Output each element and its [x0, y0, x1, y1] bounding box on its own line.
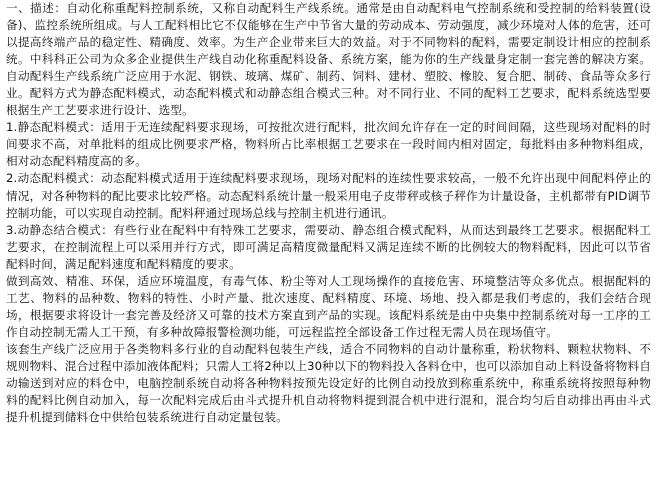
combined-mode-paragraph: 3.动静态结合模式：有些行业在配料中有特殊工艺要求，需要动、静态组合模式配料，从而达到最终工艺要求。根据配料工艺要求，在控制流程上可以采用并行方式，即可满足高精度微量配料又满足连续不断的比例较大的物料配料，因此可以节省配料时间，满足配料速度和配料精度的要求。 — [6, 222, 651, 271]
application-paragraph: 该套生产线广泛应用于各类物料多行业的自动配料包装生产线，适合不同物料的自动计量称重，粉状物料、颗粒状物料、不规则物料、混合过程中添加液体配料；只需人工将2种以上30种以下的物料投入各料仓中，也可以添加自动上料设备将物料自动输送到对应的料仓中，电脑控制系统自动将各种物料按预先设定好的比例自动投放到称重系统中，称重系统将按照每种物料的配料比例自动加入，每一次配料完成后由斗式提升机自动将物料提到混合机中进行混和，混合均匀后自动排出再由斗式提升机提到储料仓中供给包装系统进行自动定量包装。 — [6, 341, 652, 425]
advantages-paragraph: 做到高效、精准、环保，适应环境温度，有毒气体、粉尘等对人工现场操作的直接危害、环境整洁等众多优点。根据配料的工艺、物料的品种数、物料的特性、小时产量、批次速度、配料精度、环境、场地、投入都是我们考虑的，我们会结合现场，根据要求将设计一套完善及经济又可靠的技术方案直到产品的实现。该配料系统是由中央集中控制系统对每一工序的工作自动控制无需人工干预，有多种故障报警检测功能，可远程监控全部设备工作过程无需人员在现场值守。 — [6, 273, 651, 339]
static-mode-paragraph: 1.静态配料模式：适用于无连续配料要求现场，可按批次进行配料，批次间允许存在一定的时间间隔，这些现场对配料的时间要求不高，对单批料的组成比例要求严格，物料所占比率根据工艺要求在一段时间内相对固定，每批料由多种物料组成，相对动态配料精度高的多。 — [6, 120, 651, 169]
intro-paragraph: 一、描述：自动化称重配料控制系统，又称自动配料生产线系统。通常是由自动配料电气控制系统和受控制的给料装置(设备)、监控系统所组成。与人工配料相比它不仅能够在生产中节省大量的劳动成本、劳动强度，减少环境对人体的危害，还可以提高终端产品的稳定性、精确度、效率。为生产企业带来巨大的效益。对于不同物料的配料，需要定制设计相应的控制系统。中科科正公司为众多企业提供生产线自动化称重配料设备、系统方案，能为你的生产线量身定制一套完善的解决方案。自动配料生产线系统广泛应用于水泥、钢铁、玻璃、煤矿、制药、饲料、建材、塑胶、橡胶、复合肥、制砖、食品等众多行业。配料方式为静态配料模式，动态配料模式和动静态组合模式三种。对不同行业、不同的配料工艺要求，配料系统选型要根据生产工艺要求进行设计、选型。 — [6, 1, 651, 118]
dynamic-mode-paragraph: 2.动态配料模式：动态配料模式适用于连续配料要求现场，现场对配料的连续性要求较高，一般不允许出现中间配料停止的情况，对各种物料的配比要求比较严格。动态配料系统计量一般采用电子皮带秤或核子秤作为计量设备，主机都带有PID调节控制功能，可以实现自动控制。配料秤通过现场总线与控制主机进行通讯。 — [6, 171, 651, 220]
